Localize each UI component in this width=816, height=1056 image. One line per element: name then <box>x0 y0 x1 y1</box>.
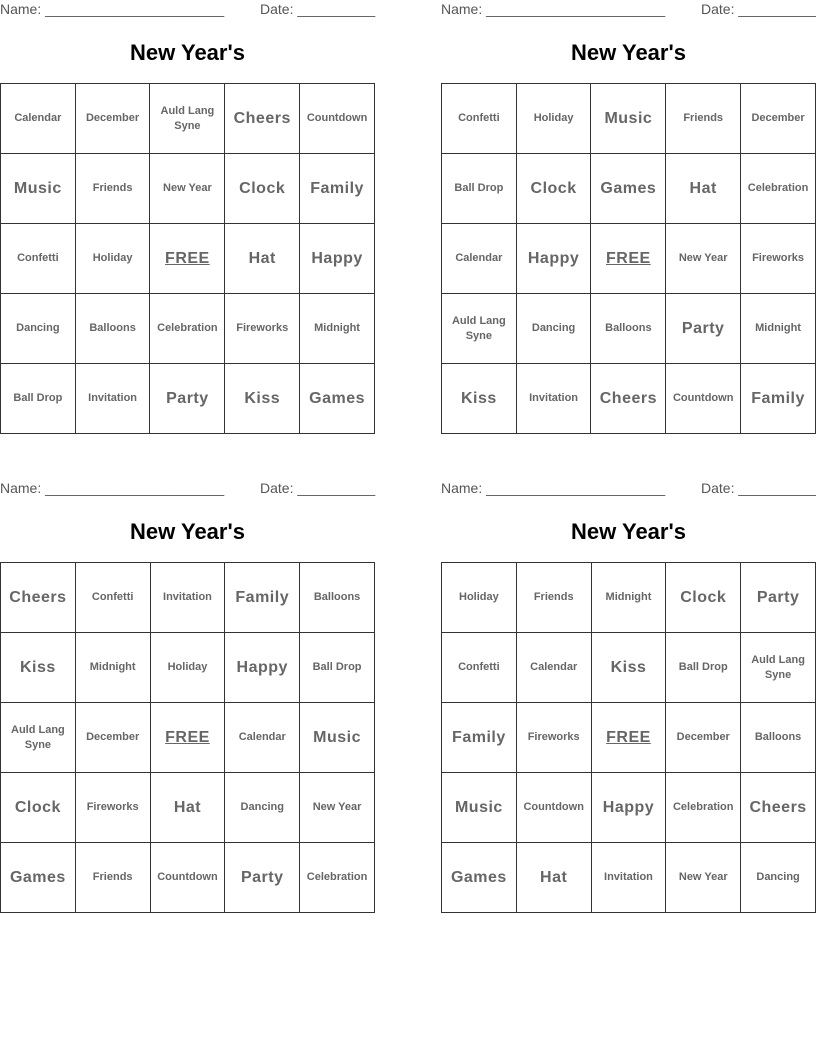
bingo-cell: Dancing <box>1 294 76 364</box>
bingo-cell: Holiday <box>75 224 150 294</box>
card-title: New Year's <box>571 40 686 65</box>
bingo-cell: Celebration <box>300 843 375 913</box>
bingo-cell: Family <box>442 703 517 773</box>
name-field[interactable]: Name: _______________________ <box>441 1 666 17</box>
bingo-cell: Calendar <box>442 224 517 294</box>
bingo-cell: Cheers <box>225 84 300 154</box>
bingo-cell: Holiday <box>442 563 517 633</box>
bingo-cell: Dancing <box>225 773 300 843</box>
bingo-cell: Happy <box>225 633 300 703</box>
card-header <box>0 479 375 501</box>
bingo-cell: Countdown <box>516 773 591 843</box>
card-title: New Year's <box>130 40 245 65</box>
bingo-cell: Auld Lang Syne <box>442 294 517 364</box>
bingo-cell: Calendar <box>1 84 76 154</box>
bingo-cell: Party <box>741 563 816 633</box>
bingo-cell: New Year <box>666 224 741 294</box>
bingo-cell: Confetti <box>1 224 76 294</box>
bingo-cell: Celebration <box>150 294 225 364</box>
bingo-cell: Confetti <box>75 563 150 633</box>
bingo-cell: December <box>75 703 150 773</box>
bingo-row <box>1 364 375 434</box>
bingo-row <box>1 633 375 703</box>
bingo-cell: Happy <box>516 224 591 294</box>
name-field[interactable]: Name: _______________________ <box>0 480 225 496</box>
bingo-cell: Cheers <box>591 364 666 434</box>
bingo-cell: Kiss <box>442 364 517 434</box>
bingo-cell: Party <box>225 843 300 913</box>
bingo-cell: December <box>741 84 816 154</box>
bingo-cell: Countdown <box>666 364 741 434</box>
bingo-cell: Happy <box>591 773 666 843</box>
bingo-cell: Confetti <box>442 84 517 154</box>
free-space-cell: FREE <box>591 703 666 773</box>
bingo-cell: Friends <box>75 843 150 913</box>
bingo-row <box>442 843 816 913</box>
bingo-row <box>442 84 816 154</box>
bingo-cell: Hat <box>150 773 225 843</box>
bingo-cell: Family <box>225 563 300 633</box>
date-field[interactable]: Date: __________ <box>260 1 376 17</box>
bingo-cell: December <box>75 84 150 154</box>
bingo-cell: Balloons <box>75 294 150 364</box>
bingo-cell: Cheers <box>741 773 816 843</box>
bingo-cell: Hat <box>666 154 741 224</box>
bingo-cell: Countdown <box>300 84 375 154</box>
bingo-cell: Auld Lang Syne <box>1 703 76 773</box>
bingo-card-4 <box>441 479 816 886</box>
bingo-cell: Games <box>591 154 666 224</box>
bingo-cell: Midnight <box>75 633 150 703</box>
free-space-cell: FREE <box>591 224 666 294</box>
bingo-cell: Party <box>666 294 741 364</box>
bingo-row <box>1 563 375 633</box>
bingo-cell: Auld Lang Syne <box>150 84 225 154</box>
bingo-cell: Kiss <box>591 633 666 703</box>
bingo-cell: Confetti <box>442 633 517 703</box>
bingo-cell: Midnight <box>591 563 666 633</box>
bingo-cell: Friends <box>75 154 150 224</box>
bingo-cell: Invitation <box>150 563 225 633</box>
bingo-cell: Balloons <box>741 703 816 773</box>
bingo-card-1 <box>0 0 376 407</box>
bingo-row <box>442 633 816 703</box>
bingo-cell: Games <box>442 843 517 913</box>
bingo-cell: Family <box>300 154 375 224</box>
card-header <box>441 479 816 501</box>
bingo-row <box>1 773 375 843</box>
bingo-row <box>1 843 375 913</box>
bingo-cell: Cheers <box>1 563 76 633</box>
bingo-cell: Games <box>1 843 76 913</box>
bingo-cell: Balloons <box>300 563 375 633</box>
bingo-grid <box>441 562 816 913</box>
bingo-cell: Family <box>741 364 816 434</box>
bingo-row <box>442 563 816 633</box>
bingo-cell: Ball Drop <box>1 364 76 434</box>
bingo-row <box>442 364 816 434</box>
bingo-cell: Holiday <box>150 633 225 703</box>
bingo-grid <box>0 562 375 913</box>
bingo-cell: Balloons <box>591 294 666 364</box>
bingo-cell: Celebration <box>741 154 816 224</box>
bingo-cell: Dancing <box>516 294 591 364</box>
bingo-cell: New Year <box>150 154 225 224</box>
bingo-cell: Dancing <box>741 843 816 913</box>
bingo-cell: Music <box>300 703 375 773</box>
bingo-row <box>1 294 375 364</box>
bingo-row <box>1 84 375 154</box>
bingo-cell: Friends <box>666 84 741 154</box>
bingo-cell: Games <box>300 364 375 434</box>
bingo-cell: Countdown <box>150 843 225 913</box>
bingo-cell: Music <box>1 154 76 224</box>
bingo-row <box>1 703 375 773</box>
date-field[interactable]: Date: __________ <box>701 1 816 17</box>
bingo-cell: New Year <box>666 843 741 913</box>
bingo-cell: Fireworks <box>225 294 300 364</box>
bingo-grid <box>441 83 816 434</box>
bingo-cell: Fireworks <box>516 703 591 773</box>
bingo-row <box>1 154 375 224</box>
bingo-cell: Calendar <box>225 703 300 773</box>
bingo-cell: Ball Drop <box>442 154 517 224</box>
bingo-cell: Party <box>150 364 225 434</box>
card-header <box>441 0 816 22</box>
bingo-row <box>1 224 375 294</box>
bingo-card-2 <box>441 0 816 407</box>
bingo-cell: New Year <box>300 773 375 843</box>
bingo-cell: Friends <box>516 563 591 633</box>
bingo-cell: Fireworks <box>741 224 816 294</box>
bingo-cell: Celebration <box>666 773 741 843</box>
bingo-cell: Hat <box>225 224 300 294</box>
bingo-cell: Holiday <box>516 84 591 154</box>
card-title: New Year's <box>571 519 686 544</box>
bingo-cell: Invitation <box>75 364 150 434</box>
bingo-cell: Clock <box>1 773 76 843</box>
name-field[interactable]: Name: _______________________ <box>0 1 225 17</box>
bingo-row <box>442 294 816 364</box>
date-field[interactable]: Date: __________ <box>701 480 816 496</box>
bingo-cell: Clock <box>666 563 741 633</box>
bingo-row <box>442 224 816 294</box>
bingo-cell: Clock <box>516 154 591 224</box>
bingo-cell: Kiss <box>1 633 76 703</box>
bingo-cell: Clock <box>225 154 300 224</box>
card-header <box>0 0 375 22</box>
bingo-cell: Invitation <box>516 364 591 434</box>
bingo-cell: Music <box>442 773 517 843</box>
bingo-cell: Fireworks <box>75 773 150 843</box>
bingo-cell: Invitation <box>591 843 666 913</box>
free-space-cell: FREE <box>150 703 225 773</box>
bingo-cell: Happy <box>300 224 375 294</box>
bingo-cell: Midnight <box>741 294 816 364</box>
bingo-cell: December <box>666 703 741 773</box>
bingo-cell: Ball Drop <box>300 633 375 703</box>
bingo-cell: Kiss <box>225 364 300 434</box>
bingo-row <box>442 703 816 773</box>
bingo-cell: Auld Lang Syne <box>741 633 816 703</box>
bingo-cell: Hat <box>516 843 591 913</box>
name-field[interactable]: Name: _______________________ <box>441 480 666 496</box>
free-space-cell: FREE <box>150 224 225 294</box>
bingo-cell: Music <box>591 84 666 154</box>
bingo-cell: Midnight <box>300 294 375 364</box>
bingo-cell: Ball Drop <box>666 633 741 703</box>
bingo-cell: Calendar <box>516 633 591 703</box>
bingo-row <box>442 154 816 224</box>
card-title: New Year's <box>130 519 245 544</box>
bingo-card-3 <box>0 479 376 886</box>
bingo-row <box>442 773 816 843</box>
bingo-grid <box>0 83 375 434</box>
date-field[interactable]: Date: __________ <box>260 480 376 496</box>
